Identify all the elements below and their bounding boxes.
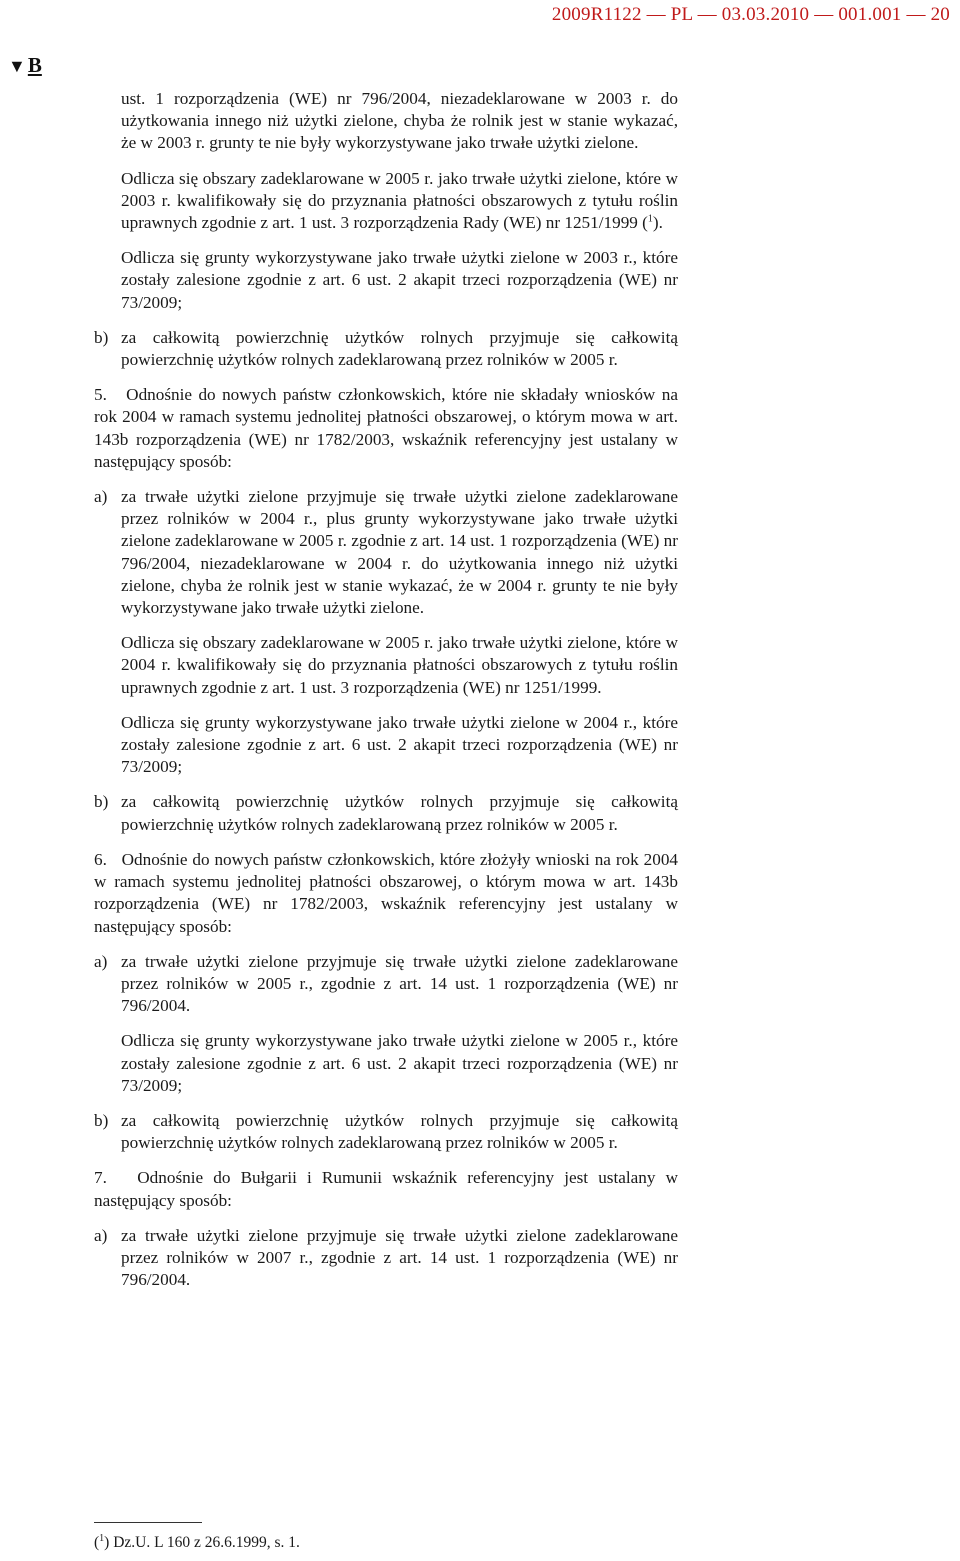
- footnote-ref[interactable]: 1: [647, 213, 653, 225]
- section-number: 7.: [94, 1168, 107, 1188]
- list-item-a: [94, 486, 678, 619]
- document-body: [94, 88, 678, 1291]
- list-text: za trwałe użytki zielone przyjmuje się trwałe użytki zielone zadeklarowane przez rolników w 2007 r., zgodnie z art. 14 ust. 1 rozporządzenia (WE) nr 796/2004.: [121, 1225, 678, 1290]
- list-label: a): [94, 487, 108, 507]
- footnote: ($^1$) Dz.U. L 160 z 26.6.1999, s. 1.: [94, 1532, 300, 1551]
- triangle-down-icon: ▼: [8, 56, 26, 76]
- marker-label: B: [27, 53, 42, 77]
- list-label: b): [94, 1110, 109, 1130]
- amendment-marker: [8, 53, 42, 78]
- section-6: 6. Odnośnie do nowych państw członkowskich, które złożyły wnioski na rok 2004 w ramach systemu jednolitej płatności obszarowej, o którym mowa w art. 143b rozporządzenia (WE) nr 1782/2003, wskaźnik referencyjny jest ustalany w następujący sposób:: [94, 849, 679, 936]
- list-item-b: [94, 327, 678, 371]
- list-label: a): [94, 951, 108, 971]
- section-number: 6.: [94, 849, 107, 869]
- footnote-text: Dz.U. L 160 z 26.6.1999, s. 1.: [113, 1534, 300, 1551]
- section-number: 5.: [94, 385, 107, 405]
- list-text: za trwałe użytki zielone przyjmuje się trwałe użytki zielone zadeklarowane przez rolników w 2004 r., plus grunty wykorzystywane jako trwałe użytki zielone zadeklarowane w 2005 r. zgodnie z art. 14 ust. 1 rozporządzenia (WE) nr 796/2004, niezadeklarowane w 2004 r. do użytkowania innego niż użytki zielone, chyba że rolnik jest w stanie wykazać, że w 2004 r. grunty te nie były wykorzystywane jako trwałe użytki zielone.: [121, 487, 678, 618]
- footnote-divider: [94, 1522, 202, 1523]
- list-item-b: [94, 791, 678, 835]
- list-text: za całkowitą powierzchnię użytków rolnych przyjmuje się całkowitą powierzchnię użytków rolnych zadeklarowaną przez rolników w 2005 r.: [121, 792, 678, 834]
- list-item-b: [94, 1110, 678, 1154]
- paragraph-deduction-afforested-2005: Odlicza się grunty wykorzystywane jako trwałe użytki zielone w 2005 r., które zostały zalesione zgodnie z art. 6 ust. 2 akapit trzeci rozporządzenia (WE) nr 73/2009;: [121, 1031, 678, 1095]
- list-text: za trwałe użytki zielone przyjmuje się trwałe użytki zielone zadeklarowane przez rolników w 2005 r., zgodnie z art. 14 ust. 1 rozporządzenia (WE) nr 796/2004.: [121, 951, 678, 1016]
- list-item-a: [94, 1225, 678, 1292]
- paragraph-deduction-areas-2004: Odlicza się obszary zadeklarowane w 2005 r. jako trwałe użytki zielone, które w 2004 r. kwalifikowały się do przyznania płatności obszarowych z tytułu roślin uprawnych zgodnie z art. 1 ust. 3 rozporządzenia (WE) nr 1251/1999.: [121, 633, 678, 697]
- paragraph-deduction-afforested-2003: Odlicza się grunty wykorzystywane jako trwałe użytki zielone w 2003 r., które zostały zalesione zgodnie z art. 6 ust. 2 akapit trzeci rozporządzenia (WE) nr 73/2009;: [121, 248, 678, 312]
- section-7: 7. Odnośnie do Bułgarii i Rumunii wskaźnik referencyjny jest ustalany w następujący sposób:: [94, 1168, 678, 1210]
- paragraph-deduction-areas-2003: Odlicza się obszary zadeklarowane w 2005 r. jako trwałe użytki zielone, które w 2003 r. kwalifikowały się do przyznania płatności obszarowych z tytułu roślin uprawnych zgodnie z art. 1 ust. 3 rozporządzenia Rady (WE) nr 1251/1999 ($^1$).: [121, 168, 678, 233]
- list-item-a: [94, 951, 678, 1018]
- list-label: b): [94, 327, 109, 347]
- paragraph-continuation: ust. 1 rozporządzenia (WE) nr 796/2004, niezadeklarowane w 2003 r. do użytkowania innego niż użytki zielone, chyba że rolnik jest w stanie wykazać, że w 2003 r. grunty te nie były wykorzystywane jako trwałe użytki zielone.: [121, 89, 678, 153]
- list-text: za całkowitą powierzchnię użytków rolnych przyjmuje się całkowitą powierzchnię użytków rolnych zadeklarowaną przez rolników w 2005 r.: [121, 327, 678, 370]
- list-label: a): [94, 1225, 108, 1245]
- list-text: za całkowitą powierzchnię użytków rolnych przyjmuje się całkowitą powierzchnię użytków rolnych zadeklarowaną przez rolników w 2005 r.: [121, 1110, 678, 1153]
- list-label: b): [94, 792, 109, 812]
- footnote-number: 1: [99, 1532, 105, 1544]
- paragraph-deduction-afforested-2004: Odlicza się grunty wykorzystywane jako trwałe użytki zielone w 2004 r., które zostały zalesione zgodnie z art. 6 ust. 2 akapit trzeci rozporządzenia (WE) nr 73/2009;: [121, 712, 678, 777]
- section-5: 5. Odnośnie do nowych państw członkowskich, które nie składały wniosków na rok 2004 w ramach systemu jednolitej płatności obszarowej, o którym mowa w art. 143b rozporządzenia (WE) nr 1782/2003, wskaźnik referencyjny jest ustalany w następujący sposób:: [94, 385, 678, 471]
- running-header: 2009R1122 — PL — 03.03.2010 — 001.001 — 20: [551, 4, 950, 25]
